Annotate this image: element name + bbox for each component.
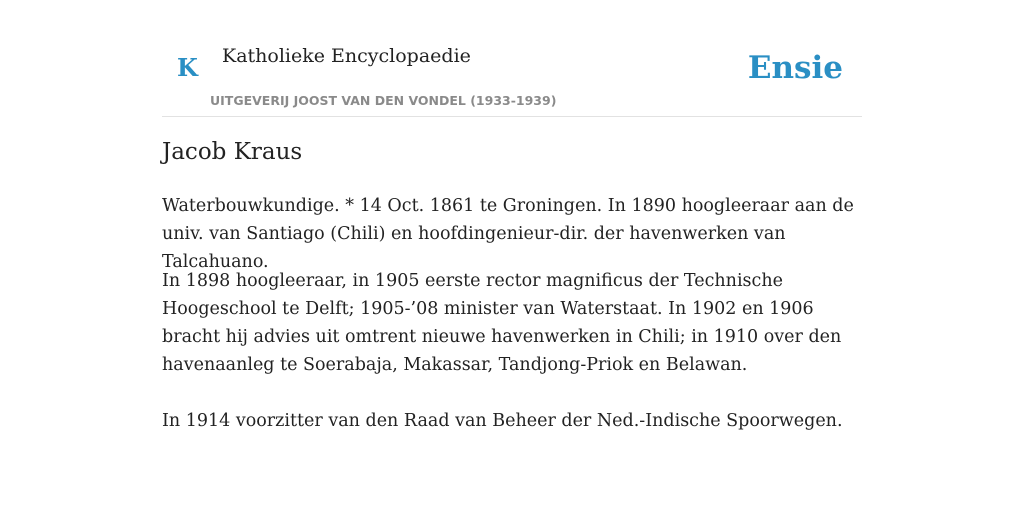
encyclopedia-header	[162, 0, 862, 117]
article-title: Jacob Kraus	[162, 139, 303, 165]
article-paragraph: In 1914 voorzitter van den Raad van Beheer der Ned.-Indische Spoorwegen.	[162, 411, 843, 431]
article-paragraph: Waterbouwkundige. * 14 Oct. 1861 te Groningen. In 1890 hoogleeraar aan de univ. van Santiago (Chili) en hoofdingenieur-dir. der havenwerken van Talcahuano.	[162, 196, 854, 272]
encyclopedia-title[interactable]: Katholieke Encyclopaedie	[222, 45, 471, 67]
article-paragraph: In 1898 hoogleeraar, in 1905 eerste rector magnificus der Technische Hoogeschool te Delft; 1905-’08 minister van Waterstaat. In 1902 en 1906 bracht hij advies uit omtrent nieuwe havenwerken in Chili; in 1910 over den havenaanleg te Soerabaja, Makassar, Tandjong-Priok en Belawan.	[162, 271, 842, 375]
publisher-subtitle: UITGEVERIJ JOOST VAN DEN VONDEL (1933-1939)	[210, 93, 557, 108]
encyclopedia-logo[interactable]: K	[177, 53, 198, 82]
ensie-brand-link[interactable]: Ensie	[747, 50, 843, 86]
page-container	[162, 0, 862, 431]
